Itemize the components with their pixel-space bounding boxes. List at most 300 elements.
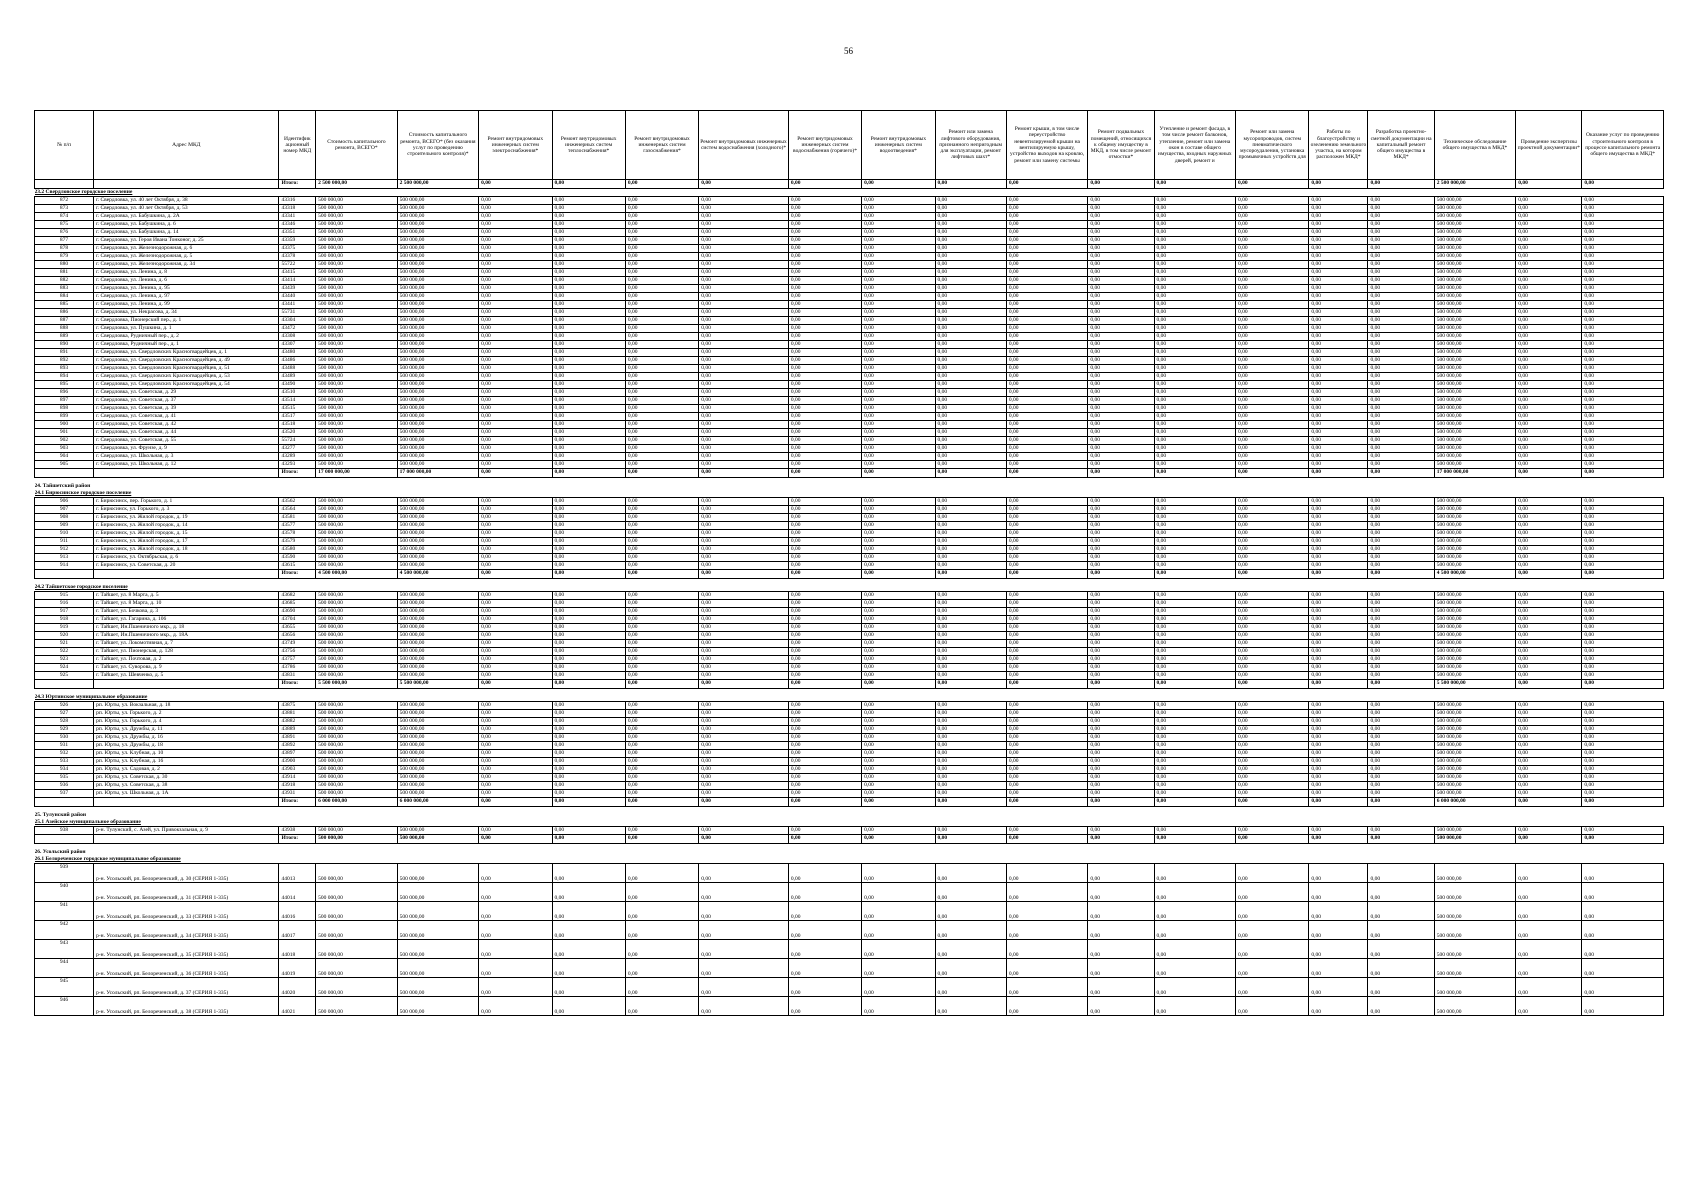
work-cost: 0,00 <box>479 389 552 397</box>
work-cost: 0,00 <box>479 277 552 285</box>
work-cost: 0,00 <box>1088 774 1154 782</box>
building-address: г. Тайшет, ул. Почтовая, д. 2 <box>94 656 279 664</box>
work-cost: 0,00 <box>1236 221 1309 229</box>
tech-inspection-cost: 500 000,00 <box>1434 672 1516 680</box>
building-id: 43293 <box>279 461 316 469</box>
work-cost: 0,00 <box>1236 213 1309 221</box>
work-cost: 0,00 <box>1006 413 1088 421</box>
work-cost: 0,00 <box>552 997 625 1016</box>
work-cost: 0,00 <box>1309 640 1368 648</box>
work-cost: 0,00 <box>625 726 698 734</box>
building-id: 43318 <box>279 205 316 213</box>
work-cost: 0,00 <box>1236 940 1309 959</box>
work-cost: 0,00 <box>1309 269 1368 277</box>
work-cost: 0,00 <box>1309 774 1368 782</box>
row-number: 876 <box>35 229 94 237</box>
tech-inspection-cost: 500 000,00 <box>1434 365 1516 373</box>
work-cost: 0,00 <box>1309 750 1368 758</box>
work-cost: 0,00 <box>1516 405 1582 413</box>
work-cost: 0,00 <box>1006 774 1088 782</box>
tech-inspection-cost: 500 000,00 <box>1434 437 1516 445</box>
work-cost: 0,00 <box>1368 546 1434 554</box>
work-cost: 0,00 <box>552 453 625 461</box>
building-address: г. Бирюсинск, пер. Горького, д. 1 <box>94 498 279 506</box>
work-cost: 0,00 <box>1006 883 1088 902</box>
work-cost: 0,00 <box>1006 656 1088 664</box>
work-cost: 0,00 <box>1309 546 1368 554</box>
work-cost: 0,00 <box>1368 277 1434 285</box>
row-number: 936 <box>35 782 94 790</box>
work-cost: 0,00 <box>625 562 698 570</box>
work-cost: 0,00 <box>1516 317 1582 325</box>
row-number: 888 <box>35 325 94 333</box>
cost-total: 500 000,00 <box>316 656 398 664</box>
total-value: 0,00 <box>1006 180 1088 189</box>
work-cost: 0,00 <box>1309 197 1368 205</box>
building-id: 43346 <box>279 221 316 229</box>
work-cost: 0,00 <box>1236 710 1309 718</box>
work-cost: 0,00 <box>552 237 625 245</box>
work-cost: 0,00 <box>862 883 935 902</box>
work-cost: 0,00 <box>699 317 789 325</box>
header-row <box>35 111 1664 180</box>
work-cost: 0,00 <box>479 883 552 902</box>
work-cost: 0,00 <box>552 940 625 959</box>
total-value: 0,00 <box>788 835 861 844</box>
work-cost: 0,00 <box>1368 782 1434 790</box>
building-address: г. Свердловка, ул. Некрасова, д. 34 <box>94 309 279 317</box>
work-cost: 0,00 <box>1006 726 1088 734</box>
table-row <box>35 293 1664 301</box>
work-cost: 0,00 <box>1154 864 1236 883</box>
work-cost: 0,00 <box>1368 616 1434 624</box>
tech-inspection-cost: 500 000,00 <box>1434 978 1516 997</box>
work-cost: 0,00 <box>552 592 625 600</box>
work-cost: 0,00 <box>625 632 698 640</box>
table-row <box>35 864 1664 883</box>
district-heading-text: 26. Усольский район <box>34 849 86 855</box>
cost-without-control: 500 000,00 <box>397 349 479 357</box>
work-cost: 0,00 <box>479 734 552 742</box>
work-cost: 0,00 <box>1368 921 1434 940</box>
total-value: 0,00 <box>788 680 861 689</box>
total-value: 0,00 <box>1154 680 1236 689</box>
cost-without-control: 500 000,00 <box>397 554 479 562</box>
work-cost: 0,00 <box>699 774 789 782</box>
work-cost: 0,00 <box>1516 285 1582 293</box>
work-cost: 0,00 <box>788 293 861 301</box>
cost-without-control: 500 000,00 <box>397 437 479 445</box>
work-cost: 0,00 <box>1582 592 1664 600</box>
work-cost: 0,00 <box>935 600 1006 608</box>
tech-inspection-cost: 500 000,00 <box>1434 381 1516 389</box>
work-cost: 0,00 <box>862 710 935 718</box>
work-cost: 0,00 <box>1368 381 1434 389</box>
work-cost: 0,00 <box>699 940 789 959</box>
work-cost: 0,00 <box>1006 421 1088 429</box>
work-cost: 0,00 <box>1516 365 1582 373</box>
work-cost: 0,00 <box>625 498 698 506</box>
cost-total: 500 000,00 <box>316 205 398 213</box>
total-value: 0,00 <box>1516 798 1582 807</box>
table-row <box>35 664 1664 672</box>
work-cost: 0,00 <box>1154 229 1236 237</box>
row-number: 886 <box>35 309 94 317</box>
cost-without-control: 500 000,00 <box>397 325 479 333</box>
work-cost: 0,00 <box>788 357 861 365</box>
work-cost: 0,00 <box>935 506 1006 514</box>
work-cost: 0,00 <box>1516 758 1582 766</box>
work-cost: 0,00 <box>935 726 1006 734</box>
work-cost: 0,00 <box>1236 782 1309 790</box>
work-cost: 0,00 <box>1368 522 1434 530</box>
building-id: 43441 <box>279 301 316 309</box>
work-cost: 0,00 <box>935 309 1006 317</box>
work-cost: 0,00 <box>862 245 935 253</box>
work-cost: 0,00 <box>1006 245 1088 253</box>
work-cost: 0,00 <box>862 317 935 325</box>
work-cost: 0,00 <box>1236 656 1309 664</box>
work-cost: 0,00 <box>1236 229 1309 237</box>
building-id: 43875 <box>279 702 316 710</box>
cost-total: 500 000,00 <box>316 664 398 672</box>
work-cost: 0,00 <box>552 333 625 341</box>
building-id: 43289 <box>279 453 316 461</box>
work-cost: 0,00 <box>1154 718 1236 726</box>
work-cost: 0,00 <box>862 624 935 632</box>
tech-inspection-cost: 500 000,00 <box>1434 237 1516 245</box>
work-cost: 0,00 <box>1154 461 1236 469</box>
total-value: 0,00 <box>1309 570 1368 579</box>
building-address: рп. Юрты, ул. Горького, д. 2 <box>94 710 279 718</box>
work-cost: 0,00 <box>1006 522 1088 530</box>
work-cost: 0,00 <box>479 921 552 940</box>
work-cost: 0,00 <box>1088 445 1154 453</box>
work-cost: 0,00 <box>935 261 1006 269</box>
work-cost: 0,00 <box>1582 237 1664 245</box>
tech-inspection-cost: 500 000,00 <box>1434 309 1516 317</box>
work-cost: 0,00 <box>788 750 861 758</box>
work-cost: 0,00 <box>862 774 935 782</box>
work-cost: 0,00 <box>788 413 861 421</box>
work-cost: 0,00 <box>1368 253 1434 261</box>
work-cost: 0,00 <box>862 978 935 997</box>
work-cost: 0,00 <box>479 437 552 445</box>
work-cost: 0,00 <box>479 616 552 624</box>
work-cost: 0,00 <box>699 608 789 616</box>
work-cost: 0,00 <box>935 285 1006 293</box>
building-address: г. Свердловка, ул. Героя Ивана Тонконог, д. 25 <box>94 237 279 245</box>
work-cost: 0,00 <box>935 498 1006 506</box>
work-cost: 0,00 <box>699 734 789 742</box>
work-cost: 0,00 <box>1154 293 1236 301</box>
work-cost: 0,00 <box>1309 514 1368 522</box>
cost-total: 500 000,00 <box>316 325 398 333</box>
work-cost: 0,00 <box>1088 461 1154 469</box>
cost-total: 500 000,00 <box>316 616 398 624</box>
row-number: 873 <box>35 205 94 213</box>
work-cost: 0,00 <box>1582 357 1664 365</box>
total-value: 0,00 <box>1368 570 1434 579</box>
work-cost: 0,00 <box>1516 349 1582 357</box>
total-cost-without-control: 17 000 000,00 <box>397 469 479 478</box>
work-cost: 0,00 <box>699 445 789 453</box>
work-cost: 0,00 <box>862 349 935 357</box>
building-id: 43440 <box>279 293 316 301</box>
tech-inspection-cost: 500 000,00 <box>1434 774 1516 782</box>
work-cost: 0,00 <box>479 429 552 437</box>
work-cost: 0,00 <box>699 664 789 672</box>
work-cost: 0,00 <box>1516 554 1582 562</box>
total-tech-inspection: 4 500 000,00 <box>1434 570 1516 579</box>
work-cost: 0,00 <box>625 522 698 530</box>
total-value: 0,00 <box>935 835 1006 844</box>
work-cost: 0,00 <box>1006 237 1088 245</box>
work-cost: 0,00 <box>862 782 935 790</box>
work-cost: 0,00 <box>1582 750 1664 758</box>
work-cost: 0,00 <box>1154 546 1236 554</box>
work-cost: 0,00 <box>1582 782 1664 790</box>
cost-without-control: 500 000,00 <box>397 317 479 325</box>
work-cost: 0,00 <box>1154 742 1236 750</box>
work-cost: 0,00 <box>1006 758 1088 766</box>
cost-without-control: 500 000,00 <box>397 293 479 301</box>
tech-inspection-cost: 500 000,00 <box>1434 827 1516 835</box>
work-cost: 0,00 <box>862 648 935 656</box>
table-row <box>35 221 1664 229</box>
work-cost: 0,00 <box>1006 921 1088 940</box>
work-cost: 0,00 <box>479 742 552 750</box>
cost-total: 500 000,00 <box>316 774 398 782</box>
work-cost: 0,00 <box>862 506 935 514</box>
work-cost: 0,00 <box>788 921 861 940</box>
work-cost: 0,00 <box>1236 205 1309 213</box>
tech-inspection-cost: 500 000,00 <box>1434 301 1516 309</box>
work-cost: 0,00 <box>479 498 552 506</box>
work-cost: 0,00 <box>1368 997 1434 1016</box>
work-cost: 0,00 <box>1516 592 1582 600</box>
work-cost: 0,00 <box>1154 726 1236 734</box>
total-value: 0,00 <box>479 570 552 579</box>
work-cost: 0,00 <box>699 397 789 405</box>
work-cost: 0,00 <box>1368 373 1434 381</box>
tech-inspection-cost: 500 000,00 <box>1434 648 1516 656</box>
work-cost: 0,00 <box>1236 445 1309 453</box>
cost-without-control: 500 000,00 <box>397 616 479 624</box>
cost-total: 500 000,00 <box>316 293 398 301</box>
work-cost: 0,00 <box>935 640 1006 648</box>
cost-without-control: 500 000,00 <box>397 205 479 213</box>
work-cost: 0,00 <box>1368 413 1434 421</box>
cost-without-control: 500 000,00 <box>397 357 479 365</box>
building-address: р-н. Тулунский, с. Азей, ул. Привокзальная, д. 9 <box>94 827 279 835</box>
building-id: 43414 <box>279 277 316 285</box>
table-row <box>35 750 1664 758</box>
total-value: 0,00 <box>1006 835 1088 844</box>
work-cost: 0,00 <box>1516 538 1582 546</box>
building-address: г. Бирюсинск, ул. Жилой городок, д. 14 <box>94 522 279 530</box>
tech-inspection-cost: 500 000,00 <box>1434 213 1516 221</box>
work-cost: 0,00 <box>862 522 935 530</box>
work-cost: 0,00 <box>935 624 1006 632</box>
work-cost: 0,00 <box>479 301 552 309</box>
cost-total: 500 000,00 <box>316 592 398 600</box>
work-cost: 0,00 <box>1368 437 1434 445</box>
work-cost: 0,00 <box>479 758 552 766</box>
total-value: 0,00 <box>625 835 698 844</box>
work-cost: 0,00 <box>1006 197 1088 205</box>
building-address: г. Свердловка, ул. Школьная, д. 3 <box>94 453 279 461</box>
work-cost: 0,00 <box>1154 522 1236 530</box>
work-cost: 0,00 <box>1006 782 1088 790</box>
work-cost: 0,00 <box>1309 453 1368 461</box>
work-cost: 0,00 <box>552 245 625 253</box>
work-cost: 0,00 <box>1582 205 1664 213</box>
total-cost: 17 000 000,00 <box>316 469 398 478</box>
cost-total: 500 000,00 <box>316 734 398 742</box>
row-number: 901 <box>35 429 94 437</box>
tech-inspection-cost: 500 000,00 <box>1434 421 1516 429</box>
work-cost: 0,00 <box>625 864 698 883</box>
row-number: 906 <box>35 498 94 506</box>
work-cost: 0,00 <box>552 381 625 389</box>
work-cost: 0,00 <box>625 229 698 237</box>
total-value: 0,00 <box>788 798 861 807</box>
column-header: Разработка проектно-сметной документации на капитальный ремонт общего имущества в МКД* <box>1368 111 1434 180</box>
row-number: 930 <box>35 734 94 742</box>
work-cost: 0,00 <box>1368 664 1434 672</box>
work-cost: 0,00 <box>1236 293 1309 301</box>
cost-total: 500 000,00 <box>316 333 398 341</box>
row-number: 925 <box>35 672 94 680</box>
work-cost: 0,00 <box>1088 317 1154 325</box>
work-cost: 0,00 <box>1236 514 1309 522</box>
work-cost: 0,00 <box>1154 437 1236 445</box>
total-value: 0,00 <box>1006 680 1088 689</box>
row-number: 890 <box>35 341 94 349</box>
tech-inspection-cost: 500 000,00 <box>1434 592 1516 600</box>
table-row <box>35 213 1664 221</box>
work-cost: 0,00 <box>935 381 1006 389</box>
building-address: г. Тайшет, ул. 8 Марта, д. 10 <box>94 600 279 608</box>
work-cost: 0,00 <box>1516 205 1582 213</box>
table-row <box>35 827 1664 835</box>
work-cost: 0,00 <box>479 774 552 782</box>
building-id: 43757 <box>279 656 316 664</box>
work-cost: 0,00 <box>935 902 1006 921</box>
work-cost: 0,00 <box>479 506 552 514</box>
work-cost: 0,00 <box>479 293 552 301</box>
work-cost: 0,00 <box>699 429 789 437</box>
table-row <box>35 600 1664 608</box>
work-cost: 0,00 <box>788 237 861 245</box>
work-cost: 0,00 <box>552 365 625 373</box>
tech-inspection-cost: 500 000,00 <box>1434 640 1516 648</box>
work-cost: 0,00 <box>1368 774 1434 782</box>
work-cost: 0,00 <box>1006 285 1088 293</box>
work-cost: 0,00 <box>625 213 698 221</box>
cost-total: 500 000,00 <box>316 237 398 245</box>
building-address: рп. Юрты, ул. Клубная, д. 16 <box>94 758 279 766</box>
table-row <box>35 389 1664 397</box>
work-cost: 0,00 <box>1368 750 1434 758</box>
work-cost: 0,00 <box>552 734 625 742</box>
work-cost: 0,00 <box>1368 530 1434 538</box>
work-cost: 0,00 <box>1309 702 1368 710</box>
work-cost: 0,00 <box>1368 959 1434 978</box>
work-cost: 0,00 <box>479 864 552 883</box>
work-cost: 0,00 <box>1582 997 1664 1016</box>
work-cost: 0,00 <box>552 648 625 656</box>
work-cost: 0,00 <box>552 373 625 381</box>
work-cost: 0,00 <box>1088 827 1154 835</box>
work-cost: 0,00 <box>552 766 625 774</box>
building-id: 44013 <box>279 864 316 883</box>
work-cost: 0,00 <box>1582 301 1664 309</box>
work-cost: 0,00 <box>935 365 1006 373</box>
total-label: Итого: <box>279 798 316 807</box>
row-number: 912 <box>35 546 94 554</box>
total-tech-inspection: 500 000,00 <box>1434 835 1516 844</box>
work-cost: 0,00 <box>788 672 861 680</box>
cost-without-control: 500 000,00 <box>397 750 479 758</box>
work-cost: 0,00 <box>1236 309 1309 317</box>
work-cost: 0,00 <box>552 285 625 293</box>
work-cost: 0,00 <box>935 718 1006 726</box>
work-cost: 0,00 <box>1582 758 1664 766</box>
work-cost: 0,00 <box>1088 285 1154 293</box>
work-cost: 0,00 <box>1309 381 1368 389</box>
work-cost: 0,00 <box>625 530 698 538</box>
building-id: 43685 <box>279 600 316 608</box>
cost-without-control: 500 000,00 <box>397 672 479 680</box>
tech-inspection-cost: 500 000,00 <box>1434 269 1516 277</box>
row-number: 924 <box>35 664 94 672</box>
tech-inspection-cost: 500 000,00 <box>1434 902 1516 921</box>
work-cost: 0,00 <box>479 718 552 726</box>
tech-inspection-cost: 500 000,00 <box>1434 349 1516 357</box>
work-cost: 0,00 <box>699 437 789 445</box>
work-cost: 0,00 <box>935 514 1006 522</box>
building-id: 43900 <box>279 758 316 766</box>
work-cost: 0,00 <box>1582 864 1664 883</box>
work-cost: 0,00 <box>1088 309 1154 317</box>
work-cost: 0,00 <box>479 221 552 229</box>
work-cost: 0,00 <box>1582 253 1664 261</box>
row-number: 903 <box>35 445 94 453</box>
building-id: 43514 <box>279 397 316 405</box>
work-cost: 0,00 <box>552 514 625 522</box>
work-cost: 0,00 <box>552 349 625 357</box>
work-cost: 0,00 <box>479 902 552 921</box>
total-value: 0,00 <box>1154 570 1236 579</box>
work-cost: 0,00 <box>625 205 698 213</box>
total-value: 0,00 <box>788 469 861 478</box>
cost-without-control: 500 000,00 <box>397 959 479 978</box>
work-cost: 0,00 <box>1236 413 1309 421</box>
work-cost: 0,00 <box>935 616 1006 624</box>
work-cost: 0,00 <box>1368 389 1434 397</box>
work-cost: 0,00 <box>935 782 1006 790</box>
work-cost: 0,00 <box>1236 277 1309 285</box>
work-cost: 0,00 <box>552 624 625 632</box>
work-cost: 0,00 <box>1309 445 1368 453</box>
work-cost: 0,00 <box>625 301 698 309</box>
work-cost: 0,00 <box>935 357 1006 365</box>
work-cost: 0,00 <box>1154 624 1236 632</box>
work-cost: 0,00 <box>862 213 935 221</box>
cost-total: 500 000,00 <box>316 277 398 285</box>
